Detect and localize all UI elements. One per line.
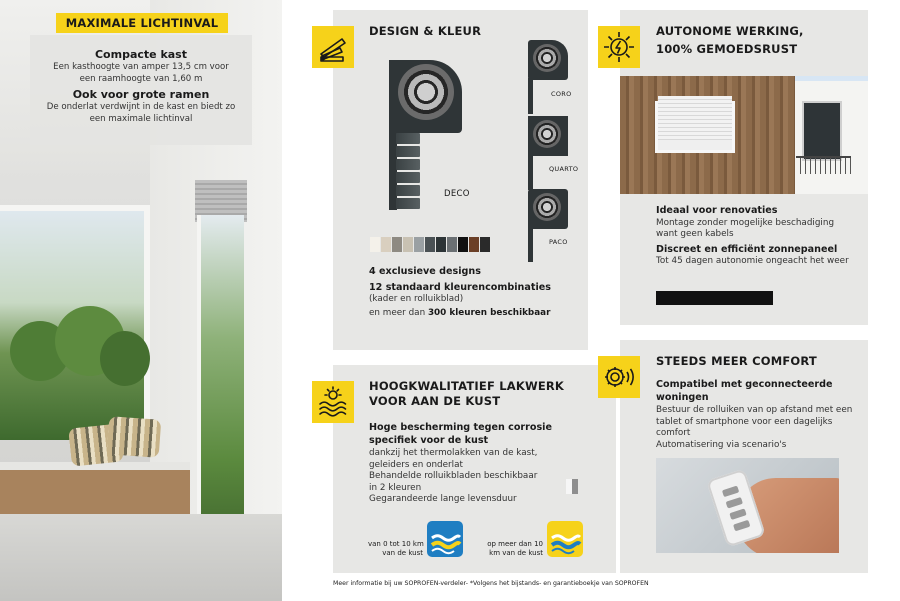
- color-swatch: [436, 237, 446, 252]
- badge-caption-line: op meer dan 10: [487, 540, 543, 548]
- info-text: De onderlat verdwijnt in de kast en biedt zo: [46, 102, 236, 112]
- banner-maximale-lichtinval: MAXIMALE LICHTINVAL: [56, 13, 228, 33]
- heading-grote-ramen: Ook voor grote ramen: [72, 88, 210, 101]
- title-line: 100% GEMOEDSRUST: [656, 42, 798, 56]
- lakwerk-text-line: in 2 kleuren: [369, 482, 422, 493]
- info-text: Een kasthoogte van amper 13,5 cm voor: [53, 62, 229, 72]
- model-label-quarto: QUARTO: [549, 165, 579, 173]
- color-swatch: [480, 237, 490, 252]
- badge-caption: [485, 540, 543, 558]
- color-swatch: [403, 237, 413, 252]
- info-box: [30, 35, 252, 145]
- heading-renovaties: Ideaal voor renovaties: [656, 205, 778, 216]
- autonome-text-line: want geen kabels: [656, 229, 734, 239]
- color-swatch: [469, 237, 479, 252]
- coro-rail: [528, 78, 533, 114]
- badge-caption-line: km van de kust: [489, 549, 543, 557]
- cushion: [107, 416, 162, 458]
- coast-badge-icon: [426, 520, 464, 558]
- sun-bolt-icon: [598, 26, 640, 68]
- card-title: STEEDS MEER COMFORT: [656, 354, 817, 368]
- lakwerk-text-line: geleiders en onderlat: [369, 459, 463, 470]
- heading-compacte-kast: Compacte kast: [94, 48, 187, 61]
- color-swatch: [392, 237, 402, 252]
- color-fan-icon: [312, 26, 354, 68]
- lakwerk-text-line: Behandelde rolluikbladen beschikbaar: [369, 471, 538, 481]
- card-title: [656, 24, 804, 57]
- model-label-coro: CORO: [551, 90, 572, 98]
- sea-waves-icon: [312, 381, 354, 423]
- color-swatch: [458, 237, 468, 252]
- title-line: HOOGKWALITATIEF LAKWERK: [369, 379, 565, 393]
- quarto-shutter-box: [528, 116, 568, 156]
- window-left: [0, 205, 150, 440]
- color-combinations-note: (kader en rolluikblad): [369, 294, 464, 304]
- lakwerk-text-line: Gegarandeerde lange levensduur: [369, 494, 517, 504]
- badge-caption-line: van 0 tot 10 km: [368, 540, 424, 548]
- footer-note: Meer informatie bij uw SOPROFEN-verdeler- *Volgens het bijstands- en garantieboekje van SOPROFEN: [333, 580, 649, 587]
- quarto-rail: [528, 154, 533, 190]
- more-colors: [369, 308, 551, 320]
- redacted-logo: [656, 291, 773, 305]
- card-title: DESIGN & KLEUR: [369, 24, 482, 38]
- color-swatches: [370, 237, 490, 252]
- color-swatch: [370, 237, 380, 252]
- color-swatch: [381, 237, 391, 252]
- paco-rail: [528, 226, 533, 262]
- card-title: [369, 379, 564, 409]
- color-combinations: 12 standaard kleurencombinaties: [369, 281, 551, 293]
- comfort-text-line: comfort: [656, 428, 691, 438]
- deco-roll: [398, 64, 454, 120]
- designs-count: 4 exclusieve designs: [369, 266, 481, 277]
- badge-caption-line: van de kust: [382, 549, 423, 557]
- lakwerk-text: [369, 422, 552, 506]
- model-label-deco: DECO: [444, 189, 470, 199]
- comfort-text-line: Automatisering via scenario's: [656, 439, 787, 450]
- window-bench: [0, 462, 190, 514]
- color-swatch: [414, 237, 424, 252]
- heading-kust: specifiek voor de kust: [369, 434, 489, 446]
- deco-slats: [396, 133, 420, 211]
- info-text: een maximale lichtinval: [89, 113, 193, 124]
- floor: [0, 514, 282, 601]
- title-line: AUTONOME WERKING,: [656, 24, 804, 38]
- autonome-text: [656, 205, 849, 268]
- window-right: [197, 215, 244, 565]
- coro-shutter-box: [528, 40, 568, 80]
- title-line: VOOR AAN DE KUST: [369, 394, 501, 408]
- lakwerk-text-line: dankzij het thermolakken van de kast,: [369, 448, 538, 458]
- more-colors-prefix: en meer dan: [369, 307, 428, 318]
- color-swatch: [447, 237, 457, 252]
- house-photo: [620, 76, 868, 194]
- heading-woningen: woningen: [656, 391, 709, 403]
- comfort-text-line: Bestuur de rolluiken van op afstand met een: [656, 405, 853, 415]
- heading-corrosie: Hoge bescherming tegen corrosie: [369, 422, 552, 433]
- heading-geconnecteerd: Compatibel met geconnecteerde: [656, 379, 833, 390]
- paco-shutter-box: [528, 189, 568, 229]
- heading-zonnepaneel: Discreet en efficiënt zonnepaneel: [656, 243, 838, 255]
- color-chip: [566, 479, 578, 494]
- model-label-paco: PACO: [549, 238, 568, 246]
- comfort-text-line: tablet of smartphone voor een dagelijks: [656, 416, 833, 427]
- badge-caption: [368, 540, 423, 558]
- color-swatch: [425, 237, 435, 252]
- remote-control-photo: [656, 458, 839, 553]
- smart-gear-icon: [598, 356, 640, 398]
- autonome-text-line: Montage zonder mogelijke beschadiging: [656, 217, 835, 228]
- design-text: [369, 266, 551, 319]
- autonome-text-line: Tot 45 dagen autonomie ongeacht het weer: [656, 256, 849, 266]
- more-colors-bold: 300 kleuren beschikbaar: [427, 307, 551, 318]
- comfort-text: [656, 379, 852, 451]
- info-text: een raamhoogte van 1,60 m: [79, 73, 203, 84]
- inland-badge-icon: [546, 520, 584, 558]
